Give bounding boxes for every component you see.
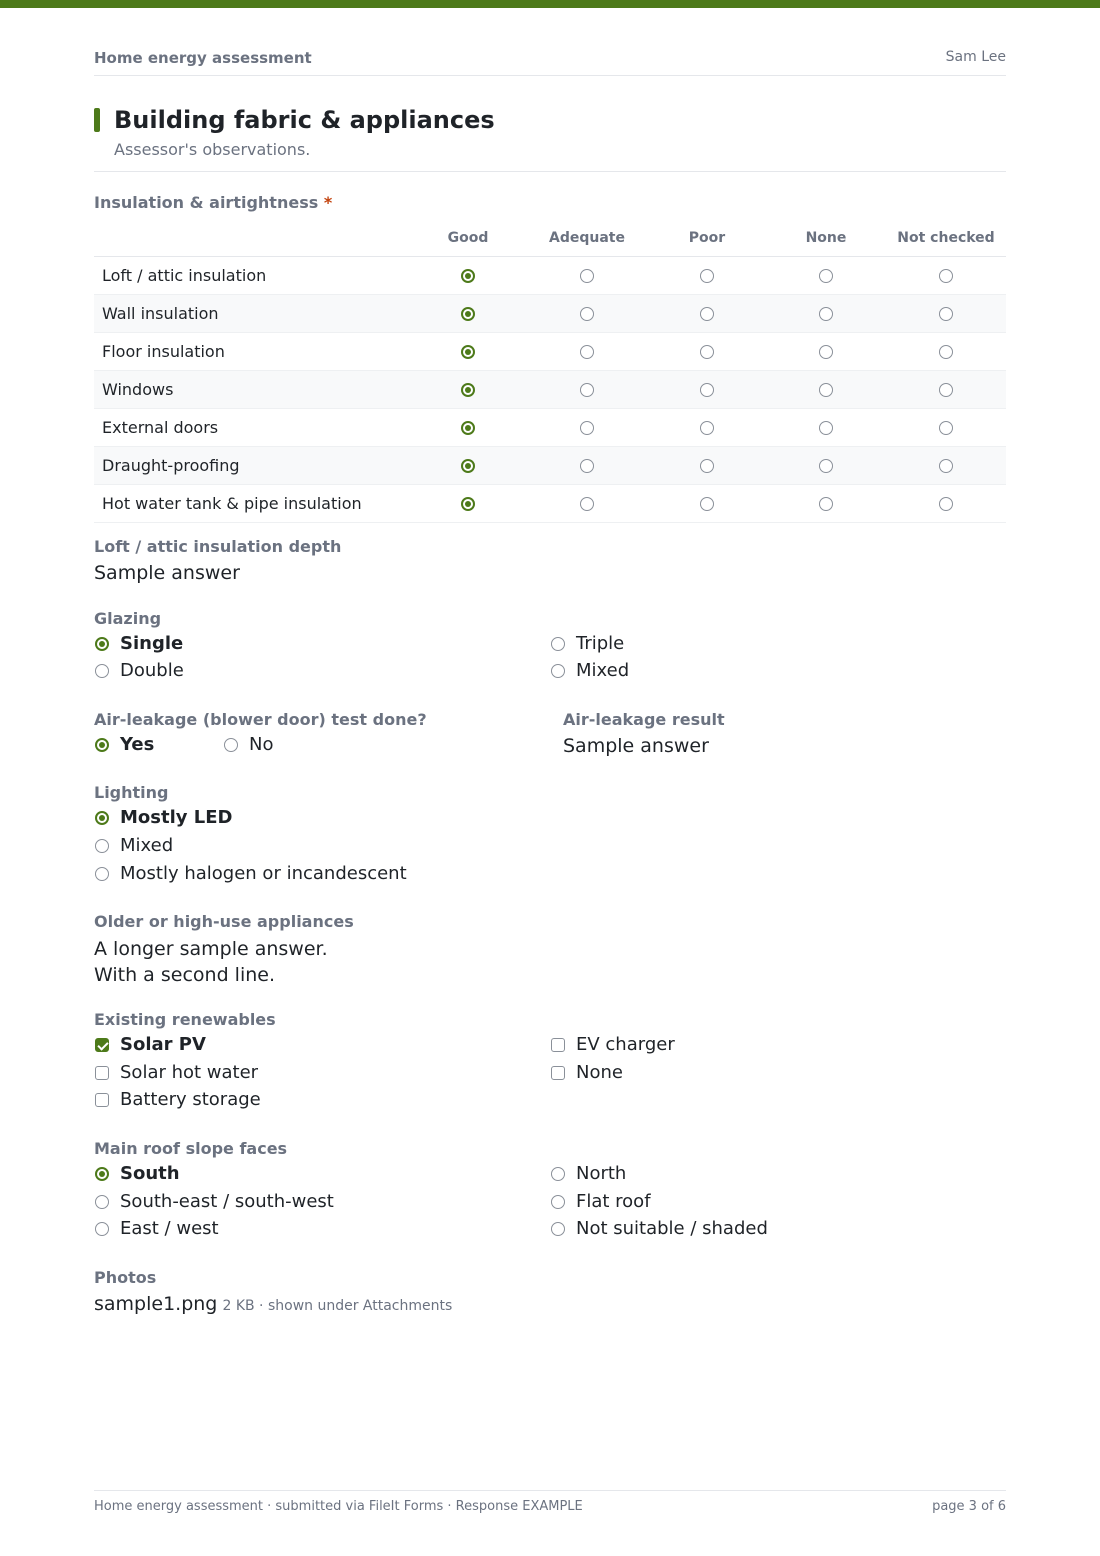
grid-row: [94, 333, 1006, 371]
radio-indicator[interactable]: [700, 421, 714, 435]
grid-cell-not-checked[interactable]: [939, 268, 953, 282]
air-result-answer: Sample answer: [563, 735, 709, 757]
grid-row-label: Draught-proofing: [102, 456, 240, 475]
option-label: Battery storage: [120, 1089, 261, 1110]
grid-cell-adequate[interactable]: [580, 458, 594, 472]
radio-indicator[interactable]: [580, 383, 594, 397]
grid-cell-not-checked[interactable]: [939, 306, 953, 320]
grid-column-poor: Poor: [688, 230, 726, 246]
grid-cell-good[interactable]: [461, 382, 475, 396]
radio-indicator[interactable]: [95, 839, 109, 853]
option-label: Solar PV: [120, 1034, 206, 1055]
grid-header: [94, 222, 1006, 257]
option-label: Double: [120, 660, 184, 681]
radio-indicator[interactable]: [95, 1195, 109, 1209]
insulation-label-text: Insulation & airtightness: [94, 193, 319, 212]
radio-indicator[interactable]: [939, 497, 953, 511]
photo-file-meta: 2 KB · shown under Attachments: [222, 1298, 453, 1314]
top-accent-bar: [0, 0, 1100, 8]
glazing-label: Glazing: [94, 609, 162, 628]
option-label: Mixed: [576, 660, 630, 681]
radio-indicator[interactable]: [95, 811, 109, 825]
option-label: Not suitable / shaded: [576, 1218, 768, 1239]
photo-file-name[interactable]: sample1.png: [94, 1293, 218, 1315]
radio-indicator[interactable]: [95, 867, 109, 881]
radio-indicator[interactable]: [551, 637, 565, 651]
radio-indicator[interactable]: [819, 383, 833, 397]
radio-indicator[interactable]: [819, 345, 833, 359]
grid-cell-poor[interactable]: [700, 306, 714, 320]
grid-cell-poor[interactable]: [700, 344, 714, 358]
grid-cell-good[interactable]: [461, 306, 475, 320]
loft-depth-answer: Sample answer: [94, 562, 240, 584]
grid-column-good: Good: [447, 230, 489, 246]
checkbox-indicator[interactable]: [95, 1066, 109, 1080]
grid-row: [94, 371, 1006, 409]
roof-label: Main roof slope faces: [94, 1139, 288, 1158]
radio-indicator[interactable]: [95, 1222, 109, 1236]
section-header: [94, 106, 1006, 172]
loft-depth-label: Loft / attic insulation depth: [94, 537, 342, 556]
grid-cell-good[interactable]: [461, 420, 475, 434]
radio-indicator[interactable]: [580, 459, 594, 473]
option-label: Flat roof: [576, 1191, 651, 1212]
checkbox-indicator[interactable]: [551, 1038, 565, 1052]
grid-row-label: Windows: [102, 380, 174, 399]
grid-cell-adequate[interactable]: [580, 420, 594, 434]
page-footer: [94, 1490, 1006, 1514]
radio-indicator[interactable]: [580, 345, 594, 359]
radio-indicator[interactable]: [580, 269, 594, 283]
grid-cell-good[interactable]: [461, 458, 475, 472]
radio-indicator[interactable]: [700, 269, 714, 283]
radio-indicator[interactable]: [224, 738, 238, 752]
grid-cell-none[interactable]: [819, 268, 833, 282]
grid-column-none: None: [805, 230, 847, 246]
radio-indicator[interactable]: [700, 383, 714, 397]
section-title: Building fabric & appliances: [114, 106, 495, 134]
radio-indicator[interactable]: [461, 497, 475, 511]
grid-row: [94, 257, 1006, 295]
checkbox-indicator[interactable]: [95, 1093, 109, 1107]
option-label: Mostly halogen or incandescent: [120, 863, 407, 884]
grid-row: [94, 409, 1006, 447]
radio-indicator[interactable]: [551, 1167, 565, 1181]
photos-label: Photos: [94, 1268, 157, 1287]
radio-indicator[interactable]: [95, 664, 109, 678]
grid-cell-none[interactable]: [819, 382, 833, 396]
radio-indicator[interactable]: [461, 269, 475, 283]
grid-cell-not-checked[interactable]: [939, 458, 953, 472]
grid-cell-adequate[interactable]: [580, 496, 594, 510]
grid-cell-not-checked[interactable]: [939, 344, 953, 358]
grid-cell-adequate[interactable]: [580, 382, 594, 396]
grid-column-adequate: Adequate: [549, 230, 625, 246]
radio-indicator[interactable]: [939, 269, 953, 283]
renewables-label: Existing renewables: [94, 1010, 276, 1029]
radio-indicator[interactable]: [551, 1195, 565, 1209]
radio-indicator[interactable]: [700, 497, 714, 511]
grid-row-label: Floor insulation: [102, 342, 225, 361]
grid-row: [94, 295, 1006, 333]
insulation-grid: [94, 222, 1006, 523]
grid-cell-poor[interactable]: [700, 496, 714, 510]
lighting-label: Lighting: [94, 783, 169, 802]
option-label: No: [249, 734, 274, 755]
option-label: None: [576, 1062, 623, 1083]
appliances-answer-line-1: A longer sample answer.: [94, 938, 328, 960]
radio-indicator[interactable]: [551, 1222, 565, 1236]
radio-indicator[interactable]: [461, 459, 475, 473]
insulation-question-label: [94, 193, 332, 212]
radio-indicator[interactable]: [939, 459, 953, 473]
option-label: EV charger: [576, 1034, 675, 1055]
radio-indicator[interactable]: [95, 637, 109, 651]
radio-indicator[interactable]: [95, 738, 109, 752]
grid-cell-none[interactable]: [819, 496, 833, 510]
grid-row: [94, 485, 1006, 523]
form-title: Home energy assessment: [94, 49, 312, 67]
grid-cell-not-checked[interactable]: [939, 382, 953, 396]
option-label: South: [120, 1163, 180, 1184]
option-label: Yes: [120, 734, 155, 755]
page-number: page 3 of 6: [932, 1499, 1006, 1514]
grid-cell-good[interactable]: [461, 496, 475, 510]
photo-attachment[interactable]: [94, 1293, 452, 1315]
radio-indicator[interactable]: [700, 345, 714, 359]
radio-indicator[interactable]: [461, 307, 475, 321]
radio-indicator[interactable]: [819, 307, 833, 321]
option-label: South-east / south-west: [120, 1191, 334, 1212]
grid-row-label: Wall insulation: [102, 304, 219, 323]
user-name: Sam Lee: [945, 49, 1006, 65]
grid-cell-poor[interactable]: [700, 382, 714, 396]
grid-cell-poor[interactable]: [700, 458, 714, 472]
grid-cell-poor[interactable]: [700, 420, 714, 434]
air-test-label: Air-leakage (blower door) test done?: [94, 710, 427, 729]
grid-cell-none[interactable]: [819, 458, 833, 472]
radio-indicator[interactable]: [819, 421, 833, 435]
grid-cell-none[interactable]: [819, 306, 833, 320]
radio-indicator[interactable]: [939, 421, 953, 435]
option-label: Triple: [576, 633, 625, 654]
grid-cell-adequate[interactable]: [580, 344, 594, 358]
section-accent-bar: [94, 108, 100, 132]
radio-indicator[interactable]: [939, 383, 953, 397]
grid-cell-adequate[interactable]: [580, 268, 594, 282]
option-label: Mixed: [120, 835, 174, 856]
radio-indicator[interactable]: [580, 421, 594, 435]
radio-indicator[interactable]: [461, 421, 475, 435]
grid-cell-none[interactable]: [819, 344, 833, 358]
checkbox-indicator[interactable]: [551, 1066, 565, 1080]
air-result-label: Air-leakage result: [563, 710, 725, 729]
appliances-label: Older or high-use appliances: [94, 912, 354, 931]
option-label: North: [576, 1163, 627, 1184]
grid-cell-good[interactable]: [461, 344, 475, 358]
option-label: Solar hot water: [120, 1062, 259, 1083]
option-label: Single: [120, 633, 184, 654]
grid-cell-not-checked[interactable]: [939, 496, 953, 510]
section-subtitle: Assessor's observations.: [114, 140, 311, 159]
radio-indicator[interactable]: [461, 383, 475, 397]
page-header: [94, 49, 1006, 76]
grid-column-not-checked: Not checked: [897, 230, 995, 246]
grid-row: [94, 447, 1006, 485]
radio-indicator[interactable]: [819, 459, 833, 473]
option-label: Mostly LED: [120, 807, 233, 828]
option-label: East / west: [120, 1218, 219, 1239]
radio-indicator[interactable]: [95, 1167, 109, 1181]
grid-cell-poor[interactable]: [700, 268, 714, 282]
grid-row-label: Hot water tank & pipe insulation: [102, 494, 362, 513]
radio-indicator[interactable]: [551, 664, 565, 678]
grid-row-label: Loft / attic insulation: [102, 266, 267, 285]
grid-cell-none[interactable]: [819, 420, 833, 434]
radio-indicator[interactable]: [819, 497, 833, 511]
radio-indicator[interactable]: [939, 345, 953, 359]
radio-indicator[interactable]: [580, 497, 594, 511]
grid-cell-not-checked[interactable]: [939, 420, 953, 434]
radio-indicator[interactable]: [461, 345, 475, 359]
appliances-answer-line-2: With a second line.: [94, 964, 275, 986]
grid-cell-adequate[interactable]: [580, 306, 594, 320]
grid-row-label: External doors: [102, 418, 219, 437]
grid-rows: [94, 257, 1006, 523]
radio-indicator[interactable]: [819, 269, 833, 283]
grid-cell-good[interactable]: [461, 268, 475, 282]
footer-info: Home energy assessment · submitted via FileIt Forms · Response EXAMPLE: [94, 1499, 583, 1514]
radio-indicator[interactable]: [700, 307, 714, 321]
radio-indicator[interactable]: [580, 307, 594, 321]
checkbox-indicator[interactable]: [95, 1038, 109, 1052]
radio-indicator[interactable]: [700, 459, 714, 473]
required-marker: *: [323, 193, 333, 212]
radio-indicator[interactable]: [939, 307, 953, 321]
